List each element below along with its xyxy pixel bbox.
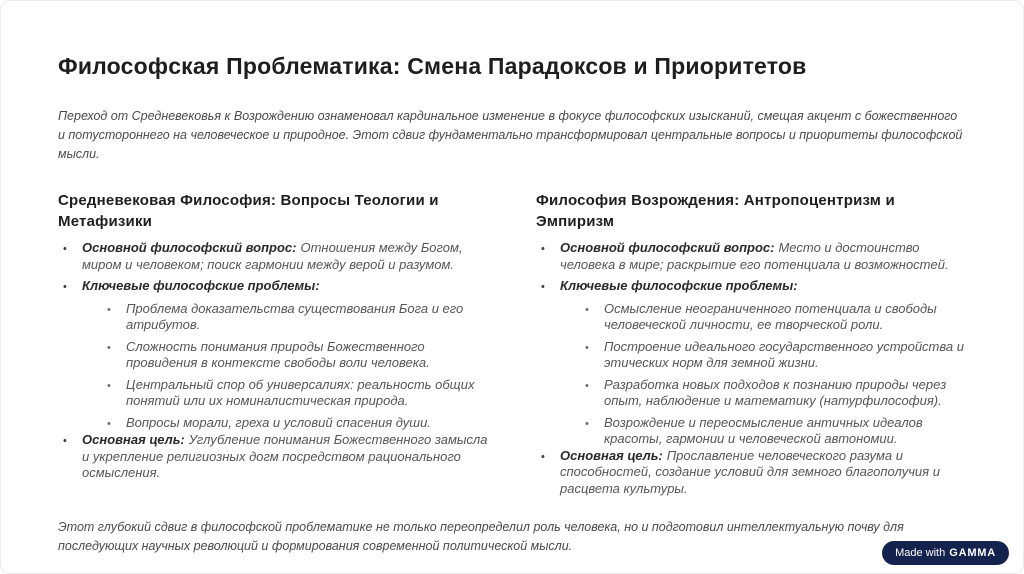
bullet-lead: Ключевые философские проблемы: bbox=[560, 278, 798, 293]
sub-bullet-item bbox=[580, 339, 966, 372]
sub-bullet-text: Разработка новых подходов к познанию природы через опыт, наблюдение и математику (натурфилософия). bbox=[604, 376, 947, 408]
bullet-content bbox=[82, 432, 488, 482]
sub-bullet-text: Проблема доказательства существования Бога и его атрибутов. bbox=[126, 300, 464, 332]
gamma-logo: GAMMA bbox=[949, 547, 996, 559]
bullet-icon bbox=[541, 278, 560, 296]
bullet-icon bbox=[107, 339, 126, 372]
bullet-list bbox=[58, 240, 488, 482]
bullet-content bbox=[560, 278, 966, 296]
bullet-lead: Основной философский вопрос: bbox=[82, 240, 297, 255]
sub-bullet-text: Центральный спор об универсалиях: реальность общих понятий или их номиналистическая природа. bbox=[126, 376, 475, 408]
column-renaissance-philosophy bbox=[536, 190, 966, 502]
bullet-item bbox=[58, 278, 488, 296]
sub-bullet-item bbox=[580, 415, 966, 448]
sub-bullet-list bbox=[580, 301, 966, 448]
sub-bullet-text: Возрождение и переосмысление античных идеалов красоты, гармонии и человеческой автономии. bbox=[604, 414, 923, 446]
bullet-text: Отношения между Богом, миром и человеком; поиск гармонии между верой и разумом. bbox=[82, 240, 463, 272]
sub-bullet-item bbox=[102, 377, 488, 410]
bullet-icon bbox=[107, 415, 126, 433]
bullet-content bbox=[560, 448, 966, 498]
sub-bullet-text: Вопросы морали, греха и условий спасения души. bbox=[126, 414, 431, 430]
sub-bullet-text: Построение идеального государственного устройства и этических норм для земной жизни. bbox=[604, 338, 964, 370]
column-heading: Средневековая Философия: Вопросы Теологии и Метафизики bbox=[58, 192, 439, 230]
column-medieval-philosophy bbox=[58, 190, 488, 502]
bullet-icon bbox=[585, 415, 604, 448]
bullet-icon bbox=[63, 432, 82, 482]
bullet-icon bbox=[585, 377, 604, 410]
two-column-layout bbox=[58, 190, 966, 502]
sub-bullet-text: Осмысление неограниченного потенциала и свободы человеческой личности, ее творческой роли. bbox=[604, 300, 937, 332]
bullet-icon bbox=[63, 240, 82, 273]
bullet-item bbox=[536, 448, 966, 498]
bullet-icon bbox=[107, 301, 126, 334]
bullet-content bbox=[560, 240, 966, 273]
bullet-content bbox=[82, 278, 488, 296]
sub-bullet-list bbox=[102, 301, 488, 433]
bullet-lead: Основная цель: bbox=[560, 447, 663, 463]
badge-prefix: Made with bbox=[895, 547, 946, 559]
bullet-icon bbox=[63, 278, 82, 296]
bullet-item bbox=[536, 240, 966, 273]
bullet-item bbox=[58, 240, 488, 273]
bullet-text: Место и достоинство человека в мире; раскрытие его потенциала и возможностей. bbox=[560, 240, 949, 272]
made-with-gamma-badge[interactable] bbox=[882, 541, 1009, 565]
sub-bullet-item bbox=[580, 377, 966, 410]
bullet-icon bbox=[541, 240, 560, 273]
bullet-icon bbox=[541, 448, 560, 498]
bullet-content bbox=[82, 240, 488, 273]
intro-paragraph: Переход от Средневековья к Возрождению ознаменовал кардинальное изменение в фокусе философских изысканий, смещая акцент с божественного и потустороннего на человеческое и природное. Этот сдвиг фундаментально трансформировал центральные вопросы и приоритеты философской мысли. bbox=[58, 109, 963, 161]
bullet-text: Углубление понимания Божественного замысла и укрепление религиозных догм посредством рационального осмысления. bbox=[82, 432, 488, 480]
bullet-text: Прославление человеческого разума и способностей, создание условий для земного благополучия и расцвета культуры. bbox=[560, 447, 940, 496]
bullet-item bbox=[536, 278, 966, 296]
bullet-lead: Основной философский вопрос: bbox=[560, 240, 775, 255]
bullet-icon bbox=[585, 339, 604, 372]
bullet-lead: Ключевые философские проблемы: bbox=[82, 278, 320, 293]
sub-bullet-item bbox=[102, 301, 488, 334]
page-title: Философская Проблематика: Смена Парадоксов и Приоритетов bbox=[58, 53, 807, 79]
bullet-lead: Основная цель: bbox=[82, 432, 185, 447]
column-heading: Философия Возрождения: Антропоцентризм и Эмпиризм bbox=[536, 192, 895, 230]
sub-bullet-text: Сложность понимания природы Божественного провидения в контексте свободы воли человека. bbox=[126, 338, 430, 370]
sub-bullet-item bbox=[102, 339, 488, 372]
bullet-item bbox=[58, 432, 488, 482]
sub-bullet-item bbox=[102, 415, 488, 433]
sub-bullet-item bbox=[580, 301, 966, 334]
bullet-list bbox=[536, 240, 966, 497]
closing-paragraph: Этот глубокий сдвиг в философской проблематике не только переопределил роль человека, но и подготовил интеллектуальную почву для последующих научных революций и формирования современной политической мысли. bbox=[58, 520, 904, 553]
bullet-icon bbox=[107, 377, 126, 410]
bullet-icon bbox=[585, 301, 604, 334]
